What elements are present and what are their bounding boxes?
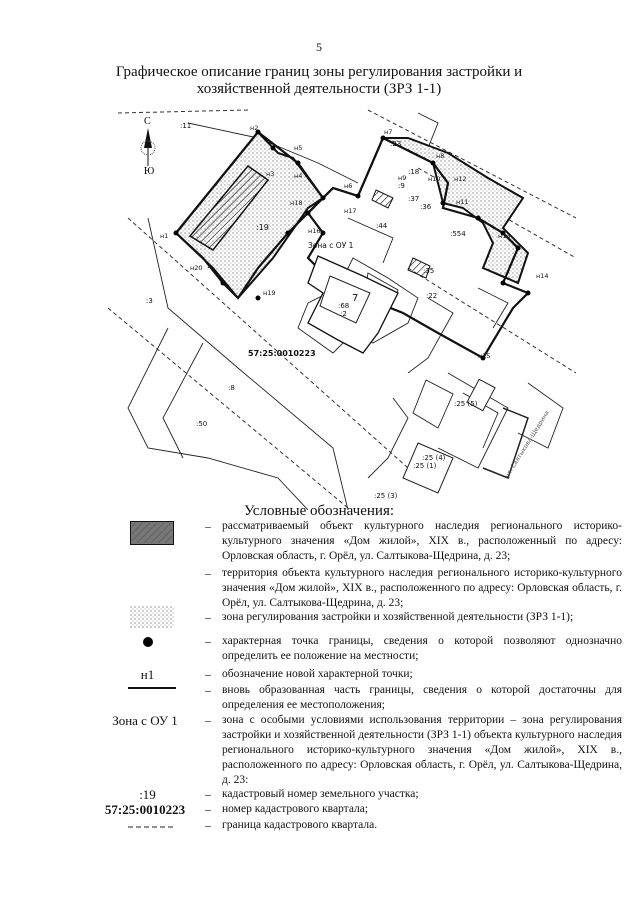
legend-text-parcel: кадастровый номер земельного участка;	[222, 788, 419, 800]
title-line-1: Графическое описание границ зоны регулирования застройки и	[115, 64, 523, 80]
point-label-n1: н1	[160, 232, 169, 240]
legend-row-zrz	[100, 610, 618, 632]
point-label-n12: н12	[454, 175, 467, 183]
north-arrow-icon	[141, 116, 155, 177]
fence-right	[483, 408, 528, 478]
page-title	[80, 64, 558, 98]
label-parcel-35: :35	[423, 267, 435, 275]
legend-point-symbol	[142, 636, 154, 648]
legend-text-territory: территория объекта культурного наследия регионального историко-культурного значения «Дом жилой», XIX в., расположенного по адресу: Орловская область, г. Орёл, ул. Салтыкова-Щедрина, д. 23;	[222, 567, 622, 609]
point-label-n7: н7	[384, 128, 393, 136]
legend-text-new-point: обозначение новой характерной точки;	[222, 668, 413, 680]
label-parcel-36: :36	[420, 203, 432, 211]
legend-new-boundary-symbol	[128, 685, 176, 691]
legend-block-symbol: 57:25:0010223	[104, 802, 186, 817]
label-central-marker: 7	[352, 293, 359, 304]
legend-dash: –	[205, 787, 211, 801]
label-parcel-25-5: :25 (5)	[454, 400, 478, 408]
point-label-n9: н9	[398, 174, 407, 182]
point-label-n15: н15	[478, 352, 491, 360]
label-parcel-9: :9	[398, 182, 405, 190]
legend-text-object: рассматриваемый объект культурного наследия регионального историко-культурного значения «Дом жилой», XIX в., расположенный по адресу: Орловская область, г. Орёл, ул. Салтыкова-Щедрина, д. 23;	[222, 520, 622, 562]
legend-parcel-symbol: :19	[139, 787, 156, 802]
legend-dash: –	[205, 818, 211, 832]
legend-object-symbol	[130, 521, 174, 545]
legend-dash: –	[205, 802, 211, 816]
page-number: 5	[316, 40, 322, 54]
point-label-n6: н6	[344, 182, 353, 190]
point-label-n18: н18	[290, 199, 303, 207]
label-zone: Зона с ОУ 1	[308, 241, 354, 250]
label-parcel-68: :68	[338, 302, 350, 310]
south-label: Ю	[144, 166, 155, 177]
label-parcel-18: :18	[408, 168, 420, 176]
legend-title: Условные обозначения:	[243, 503, 395, 519]
legend-dash: –	[205, 566, 211, 580]
point-label-n19: н19	[263, 289, 276, 297]
legend-new-point-symbol: н1	[140, 667, 155, 682]
label-street: ул. Салтыкова-Щедрина	[503, 409, 551, 480]
label-parcel-3: :3	[146, 297, 153, 305]
label-parcel-25-4: :25 (4)	[422, 454, 446, 462]
cadastral-map	[108, 108, 576, 510]
label-parcel-11: :11	[180, 122, 192, 130]
label-parcel-22: :22	[426, 292, 438, 300]
point-label-n13: н13	[498, 232, 511, 240]
point-label-n3: н3	[266, 170, 275, 178]
point-label-n8: н8	[436, 152, 445, 160]
point-label-n17: н17	[344, 207, 357, 215]
small-object-1	[372, 190, 393, 208]
point-label-n5: н5	[294, 144, 303, 152]
title-line-2: хозяйственной деятельности (ЗРЗ 1-1)	[196, 81, 442, 97]
label-parcel-554: :554	[450, 230, 466, 238]
legend-dash: –	[205, 713, 211, 727]
point-label-n14: н14	[536, 272, 549, 280]
legend-row-block-boundary	[100, 818, 618, 836]
label-parcel-25-3: :25 (3)	[374, 492, 398, 500]
legend-dash: –	[205, 610, 211, 624]
legend-zone-symbol: Зона с ОУ 1	[112, 713, 178, 728]
legend-text-new-boundary: вновь образованная часть границы, сведения о которой достаточны для определения ее местоположения;	[222, 684, 622, 711]
legend-row-point	[100, 634, 622, 666]
point-label-n16: н16	[308, 227, 321, 235]
label-cadastral-block: 57:25:0010223	[248, 349, 316, 358]
point-label-n4: н4	[294, 172, 303, 180]
legend-text-block: номер кадастрового квартала;	[222, 803, 369, 815]
legend-dash: –	[205, 519, 211, 533]
legend-row-new-boundary	[100, 683, 622, 715]
legend-text-zone: зона с особыми условиями использования территории – зона регулирования застройки и хозяйственной деятельности (ЗРЗ 1-1) объекта культурного наследия регионального историко-культурного значения «Дом жилой», XIX в., расположенного по адресу: Орловская область, г. Орёл, ул. Салтыкова-Щедрина, д. 23:	[222, 714, 622, 786]
label-parcel-25-1: :25 (1)	[413, 462, 437, 470]
legend-text-block-boundary: граница кадастрового квартала.	[222, 819, 378, 831]
point-label-n10: н10	[428, 175, 441, 183]
north-label: С	[144, 116, 151, 127]
legend-zrz-symbol	[130, 606, 174, 628]
point-label-n2: н2	[250, 124, 259, 132]
label-central-sub: :2	[340, 310, 347, 318]
legend-row-object	[100, 519, 622, 567]
central-building	[308, 256, 398, 353]
legend-dash: –	[205, 667, 211, 681]
legend-text-point: характерная точка границы, сведения о которой позволяют однозначно определить ее положение на местности;	[222, 635, 622, 662]
legend-row-territory	[100, 566, 622, 612]
label-parcel-37: :37	[408, 195, 420, 203]
legend-text-zrz: зона регулирования застройки и хозяйственной деятельности (ЗРЗ 1-1);	[222, 611, 574, 623]
label-parcel-23: :23	[390, 140, 402, 148]
point-label-n11: н11	[456, 198, 469, 206]
legend-block-boundary-symbol	[128, 825, 176, 829]
label-parcel-44: :44	[376, 222, 388, 230]
legend-dash: –	[205, 683, 211, 697]
label-parcel-19: :19	[256, 223, 269, 232]
legend-dash: –	[205, 634, 211, 648]
legend-row-zone	[100, 713, 622, 789]
label-parcel-50: :50	[196, 420, 208, 428]
point-label-n20: н20	[190, 264, 203, 272]
label-parcel-8: :8	[228, 384, 235, 392]
